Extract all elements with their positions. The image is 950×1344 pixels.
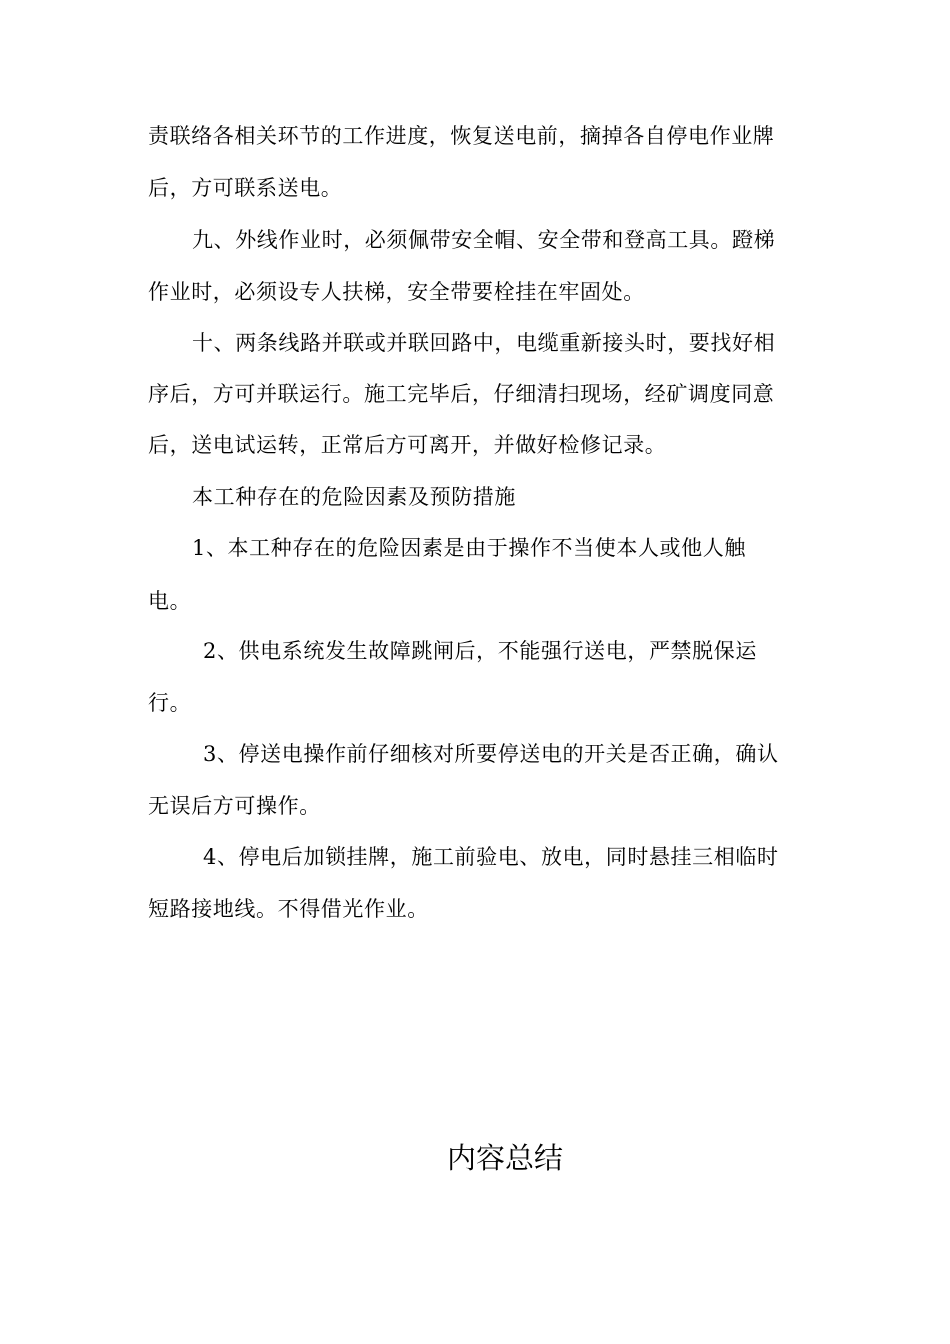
paragraph-line-3: 九、外线作业时，必须佩带安全帽、安全带和登高工具。蹬梯 bbox=[192, 228, 776, 252]
summary-title: 内容总结 bbox=[446, 1141, 563, 1175]
paragraph-line-1: 责联络各相关环节的工作进度，恢复送电前，摘掉各自停电作业牌 bbox=[148, 124, 775, 148]
list-item-2-line-2: 行。 bbox=[148, 691, 192, 715]
paragraph-line-2: 后，方可联系送电。 bbox=[148, 176, 343, 200]
paragraph-line-4: 作业时，必须设专人扶梯，安全带要栓挂在牢固处。 bbox=[148, 280, 645, 304]
list-item-2-line-1: 2、供电系统发生故障跳闸后，不能强行送电，严禁脱保运 bbox=[203, 639, 757, 663]
paragraph-line-7: 后，送电试运转，正常后方可离开，并做好检修记录。 bbox=[148, 433, 667, 457]
list-item-1-line-1: 1、本工种存在的危险因素是由于操作不当使本人或他人触 bbox=[192, 536, 746, 560]
section-heading: 本工种存在的危险因素及预防措施 bbox=[192, 485, 516, 509]
list-item-3-line-2: 无误后方可操作。 bbox=[148, 794, 321, 818]
list-item-4-line-1: 4、停电后加锁挂牌，施工前验电、放电，同时悬挂三相临时 bbox=[203, 845, 779, 869]
list-item-1-line-2: 电。 bbox=[148, 589, 192, 613]
paragraph-line-6: 序后，方可并联运行。施工完毕后，仔细清扫现场，经矿调度同意 bbox=[148, 382, 775, 406]
list-item-4-line-2: 短路接地线。不得借光作业。 bbox=[148, 897, 429, 921]
paragraph-line-5: 十、两条线路并联或并联回路中，电缆重新接头时，要找好相 bbox=[192, 331, 776, 355]
list-item-3-line-1: 3、停送电操作前仔细核对所要停送电的开关是否正确，确认 bbox=[203, 742, 779, 766]
